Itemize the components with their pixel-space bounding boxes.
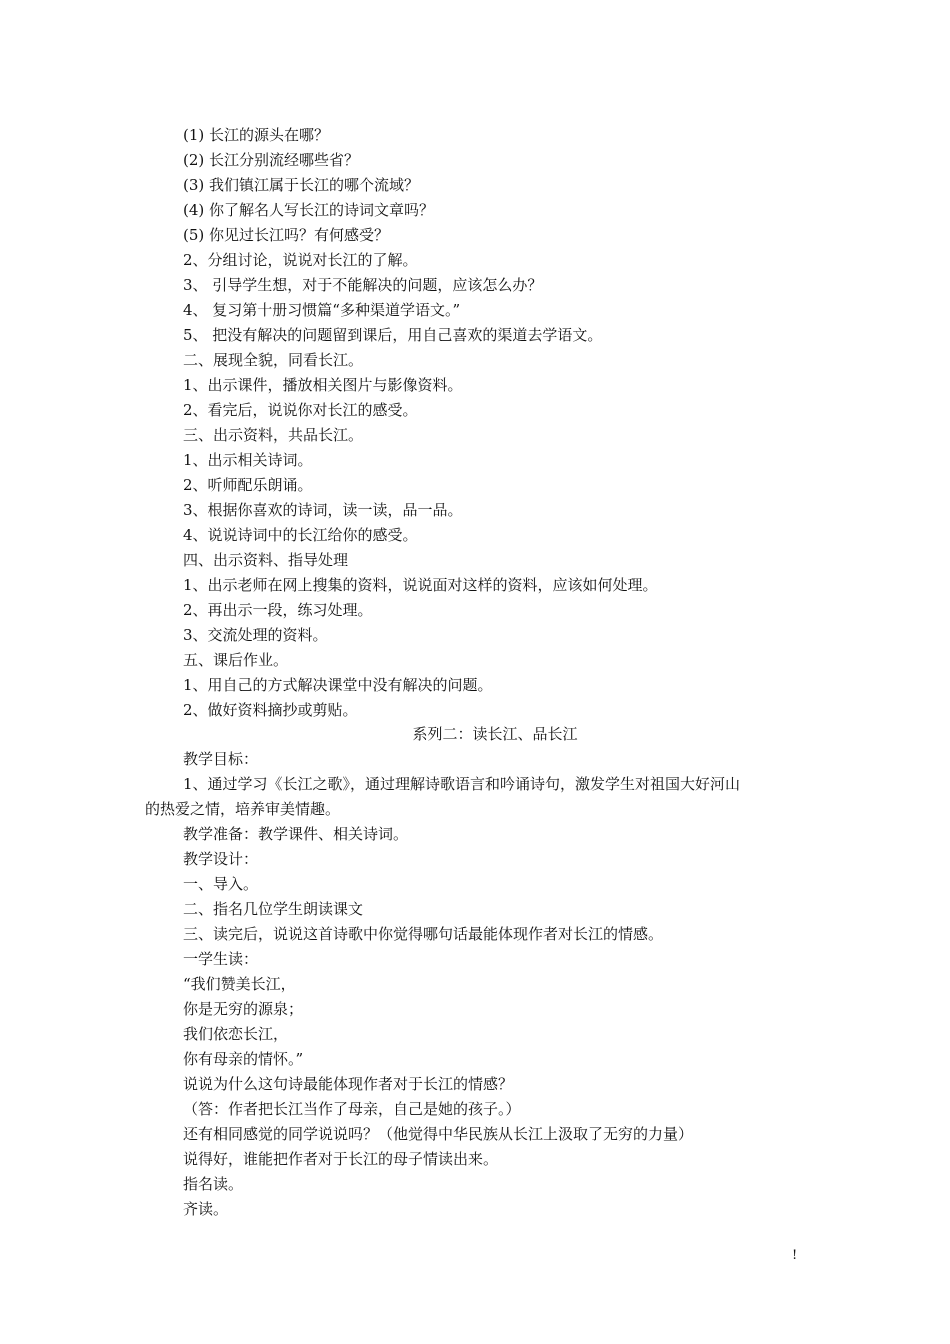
section-heading: 三、出示资料，共品长江。 (183, 426, 364, 444)
text-line: 1、出示老师在网上搜集的资料，说说面对这样的资料，应该如何处理。 (183, 576, 658, 594)
text-line: 1、用自己的方式解决课堂中没有解决的问题。 (183, 676, 493, 694)
text-line: 的热爱之情，培养审美情趣。 (145, 800, 341, 818)
text-line: 2、听师配乐朗诵。 (183, 476, 313, 494)
section-heading: 四、出示资料、指导处理 (183, 551, 349, 569)
text-line: 教学目标： (183, 750, 259, 768)
text-line: 3、交流处理的资料。 (183, 626, 328, 644)
text-line: 1、出示课件，播放相关图片与影像资料。 (183, 376, 463, 394)
text-line: 4、 复习第十册习惯篇“多种渠道学语文。” (183, 301, 461, 319)
text-line: 指名读。 (183, 1175, 244, 1193)
text-line: 5、 把没有解决的问题留到课后，用自己喜欢的渠道去学语文。 (183, 326, 603, 344)
text-line: (3) 我们镇江属于长江的哪个流域？ (183, 176, 420, 194)
text-line: (2) 长江分别流经哪些省？ (183, 151, 360, 169)
text-line: 1、出示相关诗词。 (183, 451, 313, 469)
text-line: 4、说说诗词中的长江给你的感受。 (183, 526, 418, 544)
text-line: 一学生读： (183, 950, 259, 968)
text-line: 2、再出示一段，练习处理。 (183, 601, 373, 619)
text-line: 教学设计： (183, 850, 259, 868)
text-line: 1、通过学习《长江之歌》，通过理解诗歌语言和吟诵诗句，激发学生对祖国大好河山 (183, 775, 741, 793)
text-line: (4) 你了解名人写长江的诗词文章吗？ (183, 201, 435, 219)
series-title: 系列二：读长江、品长江 (412, 725, 578, 743)
text-line: 二、指名几位学生朗读课文 (183, 900, 364, 918)
text-line: 还有相同感觉的同学说说吗？（他觉得中华民族从长江上汲取了无穷的力量） (183, 1125, 694, 1143)
text-line: 说说为什么这句诗最能体现作者对于长江的情感？ (183, 1075, 514, 1093)
text-line: 三、读完后，说说这首诗歌中你觉得哪句话最能体现作者对长江的情感。 (183, 925, 664, 943)
text-line: （答：作者把长江当作了母亲，自己是她的孩子。） (183, 1100, 521, 1118)
section-heading: 二、展现全貌，同看长江。 (183, 351, 364, 369)
text-line: (1) 长江的源头在哪？ (183, 126, 330, 144)
text-line: 2、做好资料摘抄或剪贴。 (183, 701, 358, 719)
section-heading: 五、课后作业。 (183, 651, 289, 669)
poem-line: “我们赞美长江， (183, 975, 296, 993)
text-line: 一、导入。 (183, 875, 259, 893)
text-line: 齐读。 (183, 1200, 229, 1218)
text-line: 3、根据你喜欢的诗词，读一读，品一品。 (183, 501, 463, 519)
text-line: 3、 引导学生想，对于不能解决的问题，应该怎么办？ (183, 276, 543, 294)
poem-line: 我们依恋长江， (183, 1025, 289, 1043)
poem-line: 你是无穷的源泉； (183, 1000, 304, 1018)
poem-line: 你有母亲的情怀。” (183, 1050, 304, 1068)
text-line: 2、分组讨论，说说对长江的了解。 (183, 251, 418, 269)
page-footer-mark: ! (792, 1248, 798, 1263)
text-line: 教学准备：教学课件、相关诗词。 (183, 825, 409, 843)
text-line: 2、看完后，说说你对长江的感受。 (183, 401, 418, 419)
text-line: 说得好，谁能把作者对于长江的母子情读出来。 (183, 1150, 499, 1168)
text-line: (5) 你见过长江吗？有何感受？ (183, 226, 390, 244)
